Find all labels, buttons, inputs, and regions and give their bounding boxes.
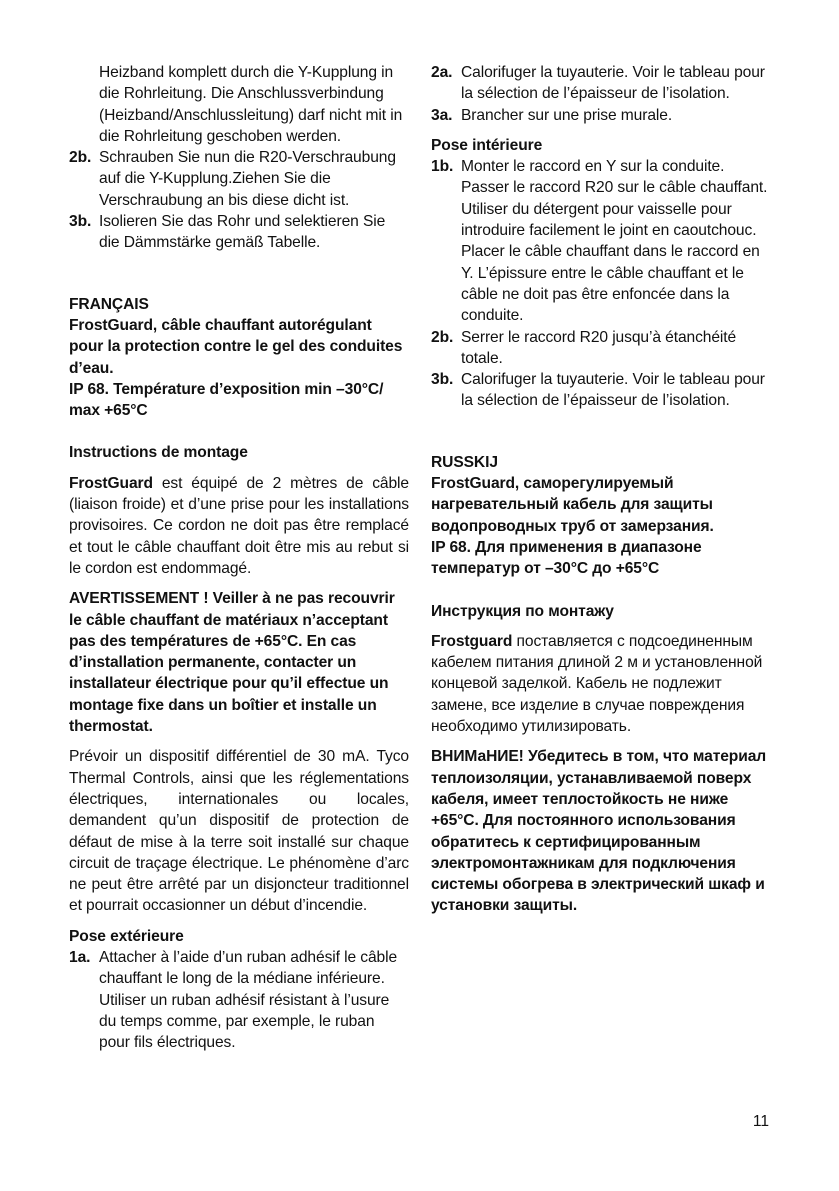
fr-rcd-text: Prévoir un dispositif différentiel de 30 mA. Tyco Thermal Controls, ainsi que les réglementations électriques, internationales ou locales, demandent qu’un dispositif de protection de défaut de mise à la terre soit installé sur chaque circuit de traçage électrique. Le phénomène d’arc ne peut être arrêté par un disjoncteur traditionnel et pourrait occasionner un début d’incendie.	[69, 748, 409, 915]
right-column	[431, 62, 771, 917]
de-step-3b	[69, 211, 409, 254]
ru-rating: IP 68. Для применения в диапазоне температур от –30°C до +65°C	[431, 538, 702, 578]
fr-intro	[69, 473, 409, 579]
de-intro-continuation: Heizband komplett durch die Y-Kupplung in die Rohrleitung. Die Anschlussverbindung (Heizband/Anschlussleitung) darf nicht mit in die Rohrleitung geschoben werden.	[99, 64, 403, 145]
ru-language-heading: RUSSKIJ	[431, 453, 498, 471]
de-step-2b-text: Schrauben Sie nun die R20-Verschraubung auf die Y-Kupplung.Ziehen Sie die Verschraubung an bis diese dicht ist.	[99, 149, 396, 209]
fr-rating: IP 68. Température d’exposition min –30°C/ max +65°C	[69, 380, 384, 420]
fr-step-1a	[69, 947, 409, 1053]
fr-step-2a-number: 2a.	[431, 64, 453, 81]
ru-intro	[431, 631, 771, 737]
fr-step-3b-text: Calorifuger la tuyauterie. Voir le tableau pour la sélection de l’épaisseur de l’isolation.	[461, 371, 765, 410]
fr-step-2a-text: Calorifuger la tuyauterie. Voir le tableau pour la sélection de l’épaisseur de l’isolation.	[461, 64, 765, 103]
fr-language-heading: FRANÇAIS	[69, 295, 149, 313]
fr-step-2b-text: Serrer le raccord R20 jusqu’à étanchéité totale.	[461, 328, 737, 367]
fr-step-1a-number: 1a.	[69, 948, 91, 966]
fr-step-1b-text: Monter le raccord en Y sur la conduite. Passer le raccord R20 sur le câble chauffant. Utiliser du détergent pour vaisselle pour introduire facilement le joint en caoutchouc. Placer le câble chauffant dans le raccord en Y. L’épissure entre le câble chauffant et le câble ne doit pas être enfoncée dans la conduite.	[461, 158, 768, 325]
fr-step-3b	[431, 369, 771, 412]
fr-step-2b	[431, 327, 771, 370]
fr-step-3a-number: 3a.	[431, 106, 453, 124]
ru-title: FrostGuard, саморегулируемый нагревательный кабель для защиты водопроводных труб от замерзания.	[431, 475, 714, 535]
de-step-2b	[69, 147, 409, 211]
ru-intro-text: поставляется с подсоединенным кабелем питания длиной 2 м и установленной концевой заделкой. Кабель не подлежит замене, все изделие в случае повреждения необходимо утилизировать.	[431, 632, 763, 736]
fr-step-3a-text: Brancher sur une prise murale.	[461, 106, 673, 124]
de-step-2b-number: 2b.	[69, 149, 92, 167]
fr-step-1b-number: 1b.	[431, 158, 454, 176]
fr-step-2b-number: 2b.	[431, 328, 454, 346]
fr-outdoor-heading: Pose extérieure	[69, 927, 184, 945]
fr-warning: AVERTISSEMENT ! Veiller à ne pas recouvrir le câble chauffant de matériaux n’acceptant pas des températures de +65°C. En cas d’installation permanente, contacter un installateur électrique pour qu’il effectue un montage fixe dans un boîtier et installe un thermostat.	[69, 590, 395, 736]
fr-intro-text: est équipé de 2 mètres de câble (liaison froide) et d’une prise pour les installations provisoires. Ce cordon ne doit pas être remplacé et tout le câble chauffant doit être mis au rebut si le cordon est endommagé.	[69, 474, 409, 577]
fr-intro-brand: FrostGuard	[69, 474, 153, 492]
de-step-3b-number: 3b.	[69, 213, 92, 231]
ru-instructions-heading: Инструкция по монтажу	[431, 602, 614, 620]
ru-warning: ВНИМаНИЕ! Убедитесь в том, что материал теплоизоляции, устанавливаемой поверх кабеля, имеет теплостойкость не ниже +65°C. Для постоянного использования обратитесь к сертифицированным электромонтажникам для подключения системы обогрева в электрический шкаф и установки защиты.	[431, 748, 767, 915]
fr-step-2a	[431, 62, 771, 105]
page-number: 11	[752, 1113, 769, 1130]
fr-step-3b-number: 3b.	[431, 371, 454, 389]
fr-step-3a	[431, 105, 771, 126]
ru-intro-brand: Frostguard	[431, 632, 513, 650]
left-column	[69, 62, 409, 1053]
fr-step-1b	[431, 156, 771, 326]
de-step-3b-text: Isolieren Sie das Rohr und selektieren Sie die Dämmstärke gemäß Tabelle.	[99, 213, 386, 252]
fr-title: FrostGuard, câble chauffant autorégulant pour la protection contre le gel des conduites d’eau.	[69, 316, 403, 377]
fr-step-1a-text: Attacher à l’aide d’un ruban adhésif le câble chauffant le long de la médiane inférieure. Utiliser un ruban adhésif résistant à l’usure du temps comme, par exemple, le ruban pour fils électriques.	[99, 948, 398, 1052]
fr-indoor-heading: Pose intérieure	[431, 136, 543, 154]
fr-instructions-heading: Instructions de montage	[69, 444, 248, 462]
